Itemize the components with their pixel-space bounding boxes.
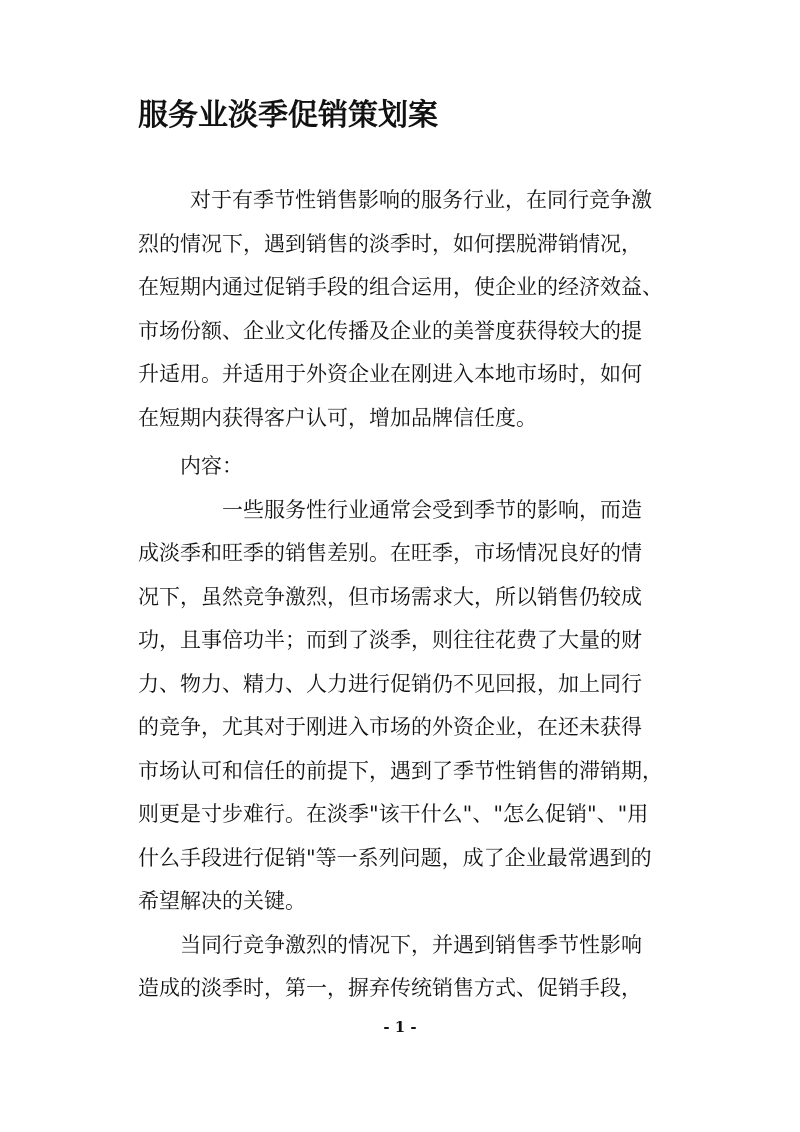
paragraph-line: 造成的淡季时，第一，摒弃传统销售方式、促销手段， xyxy=(138,976,642,1000)
paragraph-line: 成淡季和旺季的销售差别。在旺季，市场情况良好的情 xyxy=(138,541,642,565)
paragraph-line: 市场份额、企业文化传播及企业的美誉度获得较大的提 xyxy=(138,319,642,343)
paragraph-line: 一些服务性行业通常会受到季节的影响，而造 xyxy=(222,498,642,522)
paragraph-line: 力、物力、精力、人力进行促销仍不见回报，加上同行 xyxy=(138,672,642,696)
section-label: 内容： xyxy=(180,454,243,478)
paragraph-line: 在短期内通过促销手段的组合运用，使企业的经济效益、 xyxy=(138,275,663,299)
paragraph-line: 对于有季节性销售影响的服务行业，在同行竞争激 xyxy=(190,188,652,212)
document-title: 服务业淡季促销策划案 xyxy=(138,98,438,133)
paragraph-line: 市场认可和信任的前提下，遇到了季节性销售的滞销期， xyxy=(138,759,663,783)
paragraph-line: 功，且事倍功半；而到了淡季，则往往花费了大量的财 xyxy=(138,628,642,652)
paragraph-line: 则更是寸步难行。在淡季"该干什么"、"怎么促销"、"用 xyxy=(138,802,649,826)
page-number: - 1 - xyxy=(383,1018,417,1036)
paragraph-line: 况下，虽然竞争激烈，但市场需求大，所以销售仍较成 xyxy=(138,585,642,609)
paragraph-line: 烈的情况下，遇到销售的淡季时，如何摆脱滞销情况， xyxy=(138,232,642,256)
paragraph-line: 在短期内获得客户认可，增加品牌信任度。 xyxy=(138,406,537,430)
paragraph-line: 升适用。并适用于外资企业在刚进入本地市场时，如何 xyxy=(138,362,642,386)
paragraph-line: 什么手段进行促销"等一系列问题，成了企业最常遇到的 xyxy=(138,846,652,870)
paragraph-line: 的竞争，尤其对于刚进入市场的外资企业，在还未获得 xyxy=(138,715,642,739)
paragraph-line: 希望解决的关键。 xyxy=(138,889,306,913)
paragraph-line: 当同行竞争激烈的情况下，并遇到销售季节性影响 xyxy=(180,933,642,957)
